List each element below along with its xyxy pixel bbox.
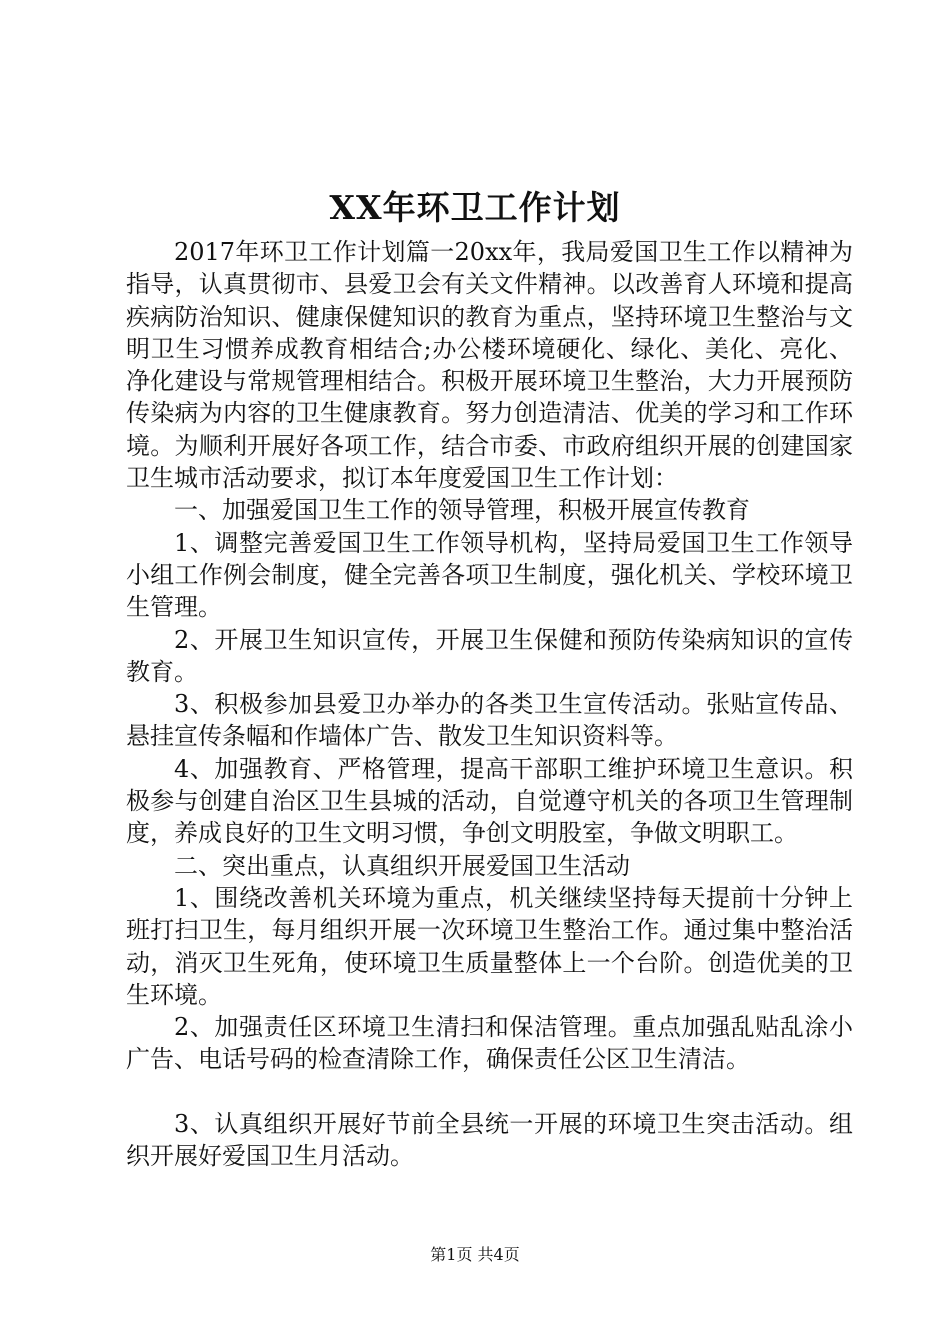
paragraph-intro: 2017年环卫工作计划篇一20xx年，我局爱国卫生工作以精神为指导，认真贯彻市、县爱卫会有关文件精神。以改善育人环境和提高疾病防治知识、健康保健知识的教育为重点，坚持环境卫生整治与文明卫生习惯养成教育相结合;办公楼环境硬化、绿化、美化、亮化、净化建设与常规管理相结合。积极开展环境卫生整治，大力开展预防传染病为内容的卫生健康教育。努力创造清洁、优美的学习和工作环境。为顺利开展好各项工作，结合市委、市政府组织开展的创建国家卫生城市活动要求，拟订本年度爱国卫生工作计划： xyxy=(126,238,853,493)
paragraph-item: 1、围绕改善机关环境为重点，机关继续坚持每天提前十分钟上班打扫卫生，每月组织开展一次环境卫生整治工作。通过集中整治活动，消灭卫生死角，使环境卫生质量整体上一个台阶。创造优美的卫生环境。 xyxy=(126,883,853,1009)
paragraph-item: 2、加强责任区环境卫生清扫和保洁管理。重点加强乱贴乱涂小广告、电话号码的检查清除工作，确保责任公区卫生清洁。 xyxy=(126,1013,853,1074)
section-heading-2: 二、突出重点，认真组织开展爱国卫生活动 xyxy=(174,851,630,880)
section-heading-1: 一、加强爱国卫生工作的领导管理，积极开展宣传教育 xyxy=(174,496,750,525)
paragraph-item: 1、调整完善爱国卫生工作领导机构，坚持局爱国卫生工作领导小组工作例会制度，健全完善各项卫生制度，强化机关、学校环境卫生管理。 xyxy=(126,528,853,622)
document-title: XX年环卫工作计划 xyxy=(329,188,621,227)
paragraph-item: 3、认真组织开展好节前全县统一开展的环境卫生突击活动。组织开展好爱国卫生月活动。 xyxy=(126,1109,853,1171)
paragraph-item: 4、加强教育、严格管理，提高干部职工维护环境卫生意识。积极参与创建自治区卫生县城的活动，自觉遵守机关的各项卫生管理制度，养成良好的卫生文明习惯，争创文明股室，争做文明职工。 xyxy=(126,754,853,848)
document-body xyxy=(126,236,853,1172)
paragraph-item: 3、积极参加县爱卫办举办的各类卫生宣传活动。张贴宣传品、悬挂宣传条幅和作墙体广告、散发卫生知识资料等。 xyxy=(126,690,853,751)
page-number-footer: 第1页 共4页 xyxy=(430,1245,520,1264)
paragraph-item: 2、开展卫生知识宣传，开展卫生保健和预防传染病知识的宣传教育。 xyxy=(126,625,853,686)
